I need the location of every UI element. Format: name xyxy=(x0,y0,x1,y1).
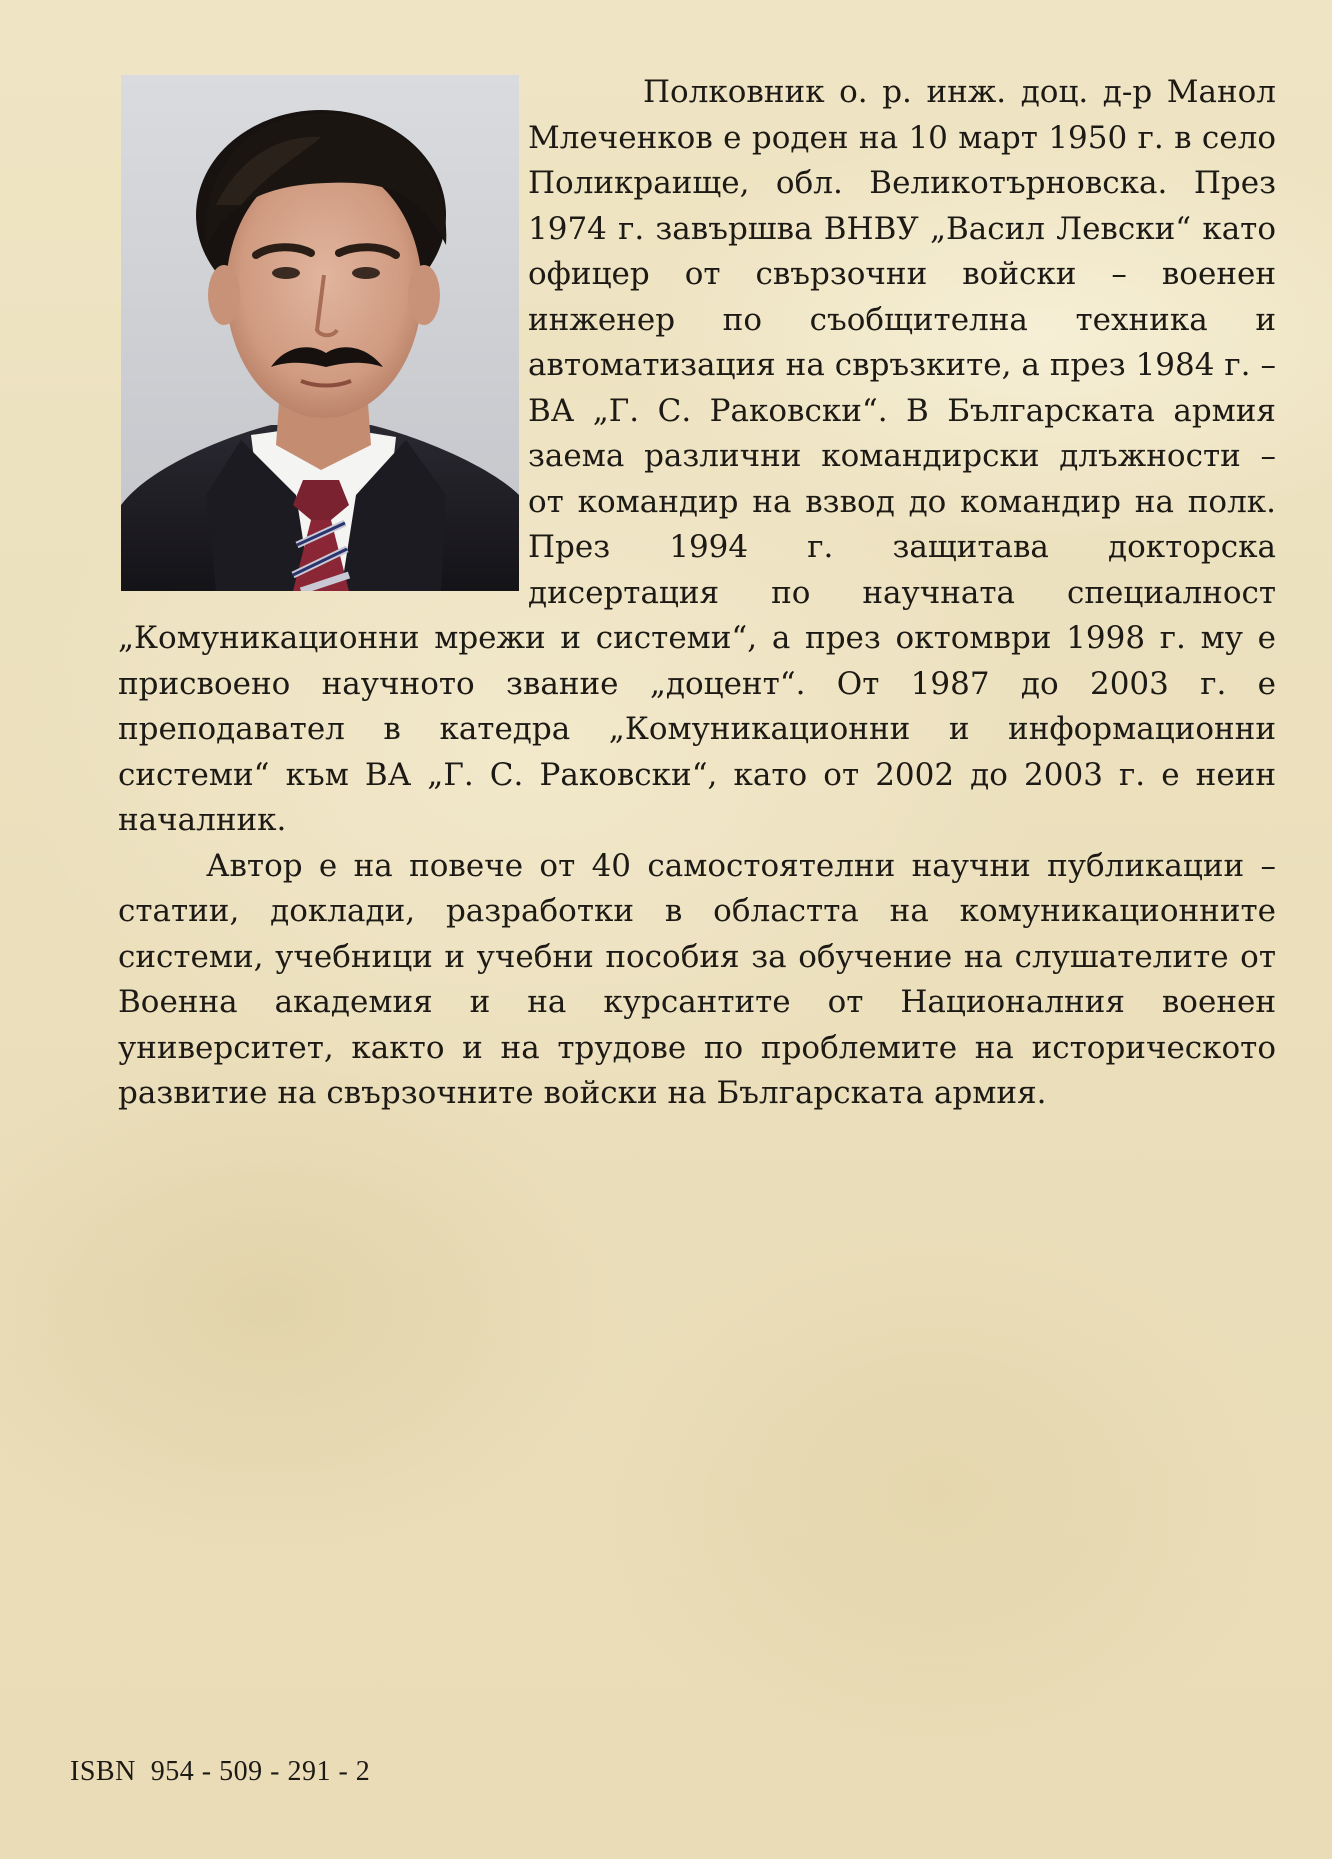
scan-edge-bottom xyxy=(0,1859,1338,1865)
bio-paragraph-2: Автор е на повече от 40 самостоятелни научни публикации – статии, доклади, разработки в областта на комуникационните системи, учебници и учебни пособия за обучение на слушателите от Военна академия и на курсантите от Националния военен университет, както и на трудове по проблемите на историческото развитие на свързочните войски на Българската армия. xyxy=(118,847,1276,1111)
author-portrait xyxy=(121,75,519,591)
isbn-number: ISBN 954 - 509 - 291 - 2 xyxy=(70,1756,371,1787)
bio-paragraph-1: Полковник о. р. инж. доц. д-р Манол Млеченков е роден на 10 март 1950 г. в село Поликраище, обл. Великотърновска. През 1974 г. завършва ВНВУ „Васил Левски“ като офицер от свързочни войски – военен инженер по съобщителна техника и автоматизация на свръзките, а през 1984 г. – ВА „Г. С. Раковски“. В Българската армия заема различни командирски длъжности – от командир на взвод до командир на полк. През 1994 г. защитава докторска дисертация по научната специалност „Комуникационни мрежи и системи“, а през октомври 1998 г. му е присвоено научното звание „доцент“. От 1987 до 2003 г. е преподавател в катедра „Комуникационни и информационни системи“ към ВА „Г. С. Раковски“, като от 2002 до 2003 г. е неин началник. xyxy=(118,74,1276,838)
scan-edge-right xyxy=(1332,0,1338,1865)
portrait-photo-icon xyxy=(121,75,519,591)
